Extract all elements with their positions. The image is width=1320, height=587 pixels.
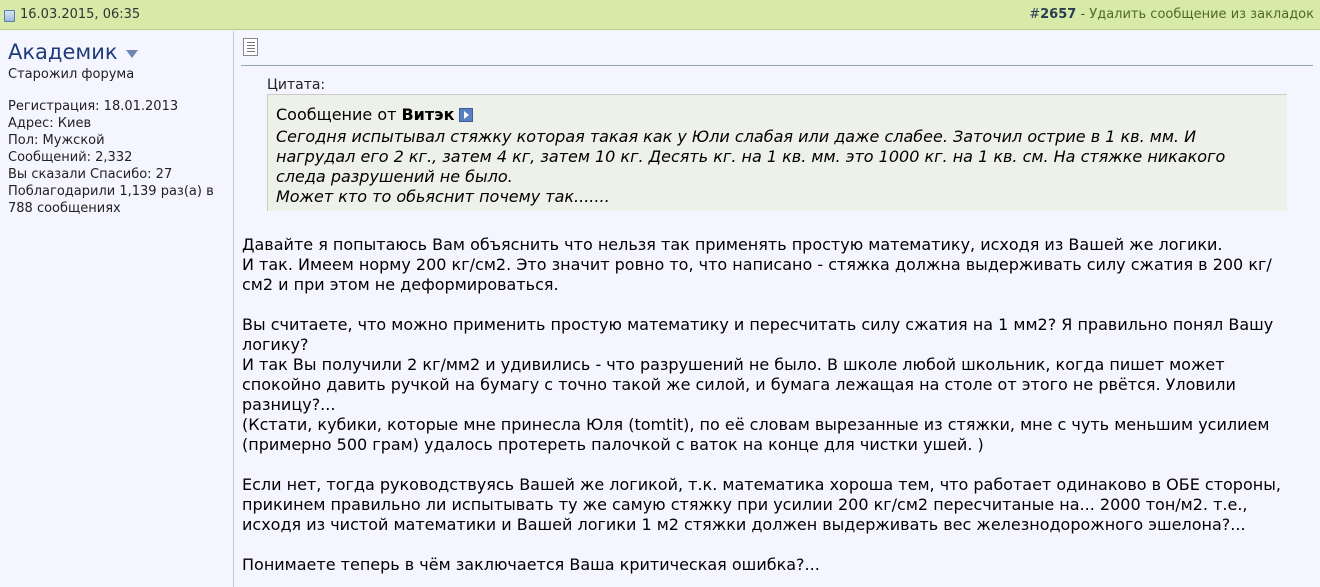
post-hash: # [1029, 7, 1041, 22]
body-line: И так. Имеем норму 200 кг/см2. Это значит ровно то, что написано - стяжка должна выдерживать силу сжатия в 200 кг/ [242, 255, 1272, 274]
quote-line: Сегодня испытывал стяжку которая такая как у Юли слабая или даже слабее. Заточил острие в 1 кв. мм. И [276, 127, 1197, 146]
user-stat-gender: Пол: Мужской [8, 133, 105, 148]
quote-box [267, 94, 1287, 211]
user-menu-arrow-icon[interactable] [126, 50, 138, 58]
body-line: разницу?... [242, 395, 336, 414]
body-paragraph [242, 475, 1314, 535]
post-body [242, 235, 1314, 587]
post-number-link[interactable]: 2657 [1040, 7, 1077, 22]
body-line: логику? [242, 335, 309, 354]
header-separator: - [1076, 7, 1090, 22]
user-stats [8, 98, 233, 217]
quote-label: Цитата: [267, 77, 326, 93]
username-row [8, 39, 233, 65]
body-paragraph [242, 235, 1314, 295]
user-stat-address: Адрес: Киев [8, 116, 92, 131]
user-stat-registration: Регистрация: 18.01.2013 [8, 99, 179, 114]
body-line: И так Вы получили 2 кг/мм2 и удивились - что разрушений не было. В школе любой школьник, когда пишет может [242, 355, 1225, 374]
quote-line: Может кто то обьяснит почему так....... [276, 187, 610, 206]
post-document-icon [243, 38, 258, 56]
post-header-bar [0, 0, 1320, 30]
quote-text [276, 127, 1279, 207]
username-link[interactable]: Академик [8, 40, 118, 64]
post-date-group [4, 0, 140, 30]
quote-header [276, 105, 1279, 125]
body-line: прикинем правильно ли испытывать ту же самую стяжку при усилии 200 кг/см2 пересчитаные на... 2000 тон/м2. т.е., [242, 495, 1248, 514]
body-line: (примерно 500 грам) удалось протереть палочкой с ваток на конце для чистки ушей. ) [242, 435, 984, 454]
post-divider [241, 65, 1313, 66]
quote-author: Витэк [401, 105, 455, 124]
user-stat-thanks-received: Поблагодарили 1,139 раз(а) в 788 сообщениях [8, 184, 214, 216]
body-paragraph [242, 315, 1314, 455]
user-rank: Старожил форума [8, 67, 135, 82]
post-content [236, 31, 1320, 587]
body-paragraph [242, 555, 1314, 575]
user-stat-posts: Сообщений: 2,332 [8, 150, 133, 165]
remove-bookmark-link[interactable]: Удалить сообщение из закладок [1089, 7, 1314, 22]
view-quoted-post-icon[interactable] [459, 108, 473, 122]
quote-prefix: Сообщение от [276, 105, 397, 124]
body-line: см2 и при этом не деформироваться. [242, 275, 559, 294]
post-date: 16.03.2015, 06:35 [20, 7, 141, 22]
body-line: исходя из чистой математики и Вашей логики 1 м2 стяжки должен выдерживать вес железнодорожного эшелона?... [242, 515, 1246, 534]
body-line: спокойно давить ручкой на бумагу с точно такой же силой, и бумага лежащая на столе от этого не рвётся. Уловили [242, 375, 1236, 394]
user-stat-thanks-given: Вы сказали Спасибо: 27 [8, 167, 173, 182]
body-line: (Кстати, кубики, которые мне принесла Юля (tomtit), по её словам вырезанные из стяжки, мне с чуть меньшим усилием [242, 415, 1270, 434]
post-status-icon [4, 10, 15, 22]
body-line: Если нет, тогда руководствуясь Вашей же логикой, т.к. математика хороша тем, что работает одинаково в ОБЕ стороны, [242, 475, 1281, 494]
post-header-right [1029, 0, 1314, 30]
body-line: Давайте я попытаюсь Вам объяснить что нельзя так применять простую математику, исходя из Вашей же логики. [242, 235, 1223, 254]
body-line: Вы считаете, что можно применить простую математику и пересчитать силу сжатия на 1 мм2? Я правильно понял Вашу [242, 315, 1274, 334]
quote-line: нагрудал его 2 кг., затем 4 кг, затем 10 кг. Десять кг. на 1 кв. мм. это 1000 кг. на 1 кв. см. На стяжке никакого [276, 147, 1226, 166]
user-info-pane [0, 31, 234, 587]
quote-line: следа разрушений не было. [276, 167, 513, 186]
body-line: Понимаете теперь в чём заключается Ваша критическая ошибка?... [242, 555, 820, 574]
